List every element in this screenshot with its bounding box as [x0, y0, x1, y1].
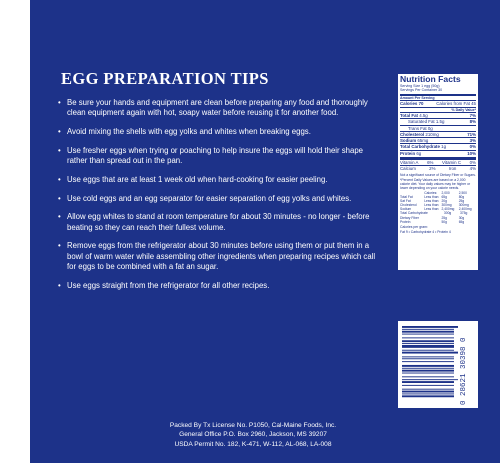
vitamin-row: Calcium 2% Iron 4%: [400, 166, 476, 172]
upc-barcode: [397, 320, 479, 409]
tip-item: • Avoid mixing the shells with egg yolks and whites when breaking eggs.: [58, 127, 311, 136]
nutrient-row: Sodium 65mg 3%: [400, 138, 476, 144]
nutrition-title: Nutrition Facts: [400, 74, 461, 84]
barcode-bar: [402, 370, 454, 372]
bullet-icon: •: [58, 145, 61, 155]
bullet-icon: •: [58, 98, 61, 107]
page-title: EGG PREPARATION TIPS: [61, 69, 269, 88]
barcode-bar: [402, 365, 454, 367]
barcode-bars: [402, 326, 458, 405]
packer-line-3: USDA Permit No. 182, K-471, W-112, AL-068, LA-008: [174, 440, 332, 448]
bullet-icon: •: [58, 280, 61, 290]
barcode-bar: [402, 373, 454, 374]
bullet-icon: •: [58, 241, 61, 251]
nutrition-facts-label: [397, 73, 479, 271]
barcode-number-wrap: [460, 329, 472, 405]
barcode-bar: [402, 379, 458, 380]
barcode-bar: [402, 350, 454, 351]
barcode-bar: [402, 376, 454, 377]
nutrient-row: Trans Fat 0g: [400, 125, 476, 131]
calories-per-gram-values: Fat 9 • Carbohydrate 4 • Protein 4: [400, 229, 451, 234]
bullet-icon: •: [58, 212, 61, 222]
daily-value-table-row: Dietary Fiber 25g 30g: [400, 215, 465, 220]
barcode-bar: [402, 352, 458, 354]
barcode-bar: [402, 391, 454, 393]
nutrient-rows: [400, 112, 476, 156]
nutrient-row: Cholesterol 210mg 71%: [400, 131, 476, 137]
tip-item: • Use eggs straight from the refrigerator for all other recipes.: [58, 280, 270, 290]
tip-item: • Use fresher eggs when trying or poaching to help insure the eggs will hold their shape rather than spread out in the pan.: [58, 145, 364, 165]
packer-line-1: Packed By Tx License No. P1050, Cal-Maine Foods, Inc.: [169, 422, 337, 429]
daily-value-table-row: Calories: 2,000 2,500: [424, 190, 467, 195]
amount-per-serving: Amount Per Serving: [400, 95, 435, 100]
barcode-bar: [402, 329, 454, 330]
barcode-number: 0 28621 30398 0: [460, 337, 468, 405]
daily-value-footnote: *Percent Daily Values are based on a 2,000 calorie diet. Your daily values may be higher or lower depending on your calorie needs.: [400, 177, 471, 190]
bullet-icon: •: [58, 174, 61, 184]
barcode-bar: [402, 358, 454, 359]
daily-value-table-row: Protein 50g 65g: [400, 219, 465, 224]
daily-value-table-row: Total Carbohydrate 300g 375g: [400, 211, 468, 216]
daily-value-header: % Daily Value*: [451, 107, 476, 112]
barcode-bar: [402, 326, 458, 328]
barcode-bar: [402, 381, 454, 383]
packer-line-2: General Office P.O. Box 2960, Jackson, MS 39207: [179, 431, 327, 439]
daily-value-table-row: Sat Fat Less than 20g 25g: [400, 199, 465, 204]
barcode-bar: [402, 361, 454, 362]
barcode-bar: [402, 368, 454, 369]
vitamin-rows: [400, 159, 476, 172]
daily-value-table-row: Sodium Less than 2,400mg 2,400mg: [400, 207, 472, 212]
barcode-bar: [402, 393, 454, 394]
daily-value-table-row: Total Fat Less than 65g 80g: [400, 195, 465, 200]
bullet-icon: •: [58, 127, 61, 136]
barcode-bar: [402, 345, 454, 348]
barcode-bar: [402, 356, 454, 357]
daily-value-table: [400, 191, 476, 224]
nutrient-row: Total Fat 4.5g 7%: [400, 112, 476, 118]
barcode-bar: [402, 395, 454, 397]
barcode-bar: [402, 343, 454, 344]
calories-row: Calories 70 Calories from Fat 45: [400, 101, 476, 107]
servings-per-container: Servings Per Container 30: [400, 88, 443, 93]
nutrient-row: Saturated Fat 1.5g 8%: [400, 118, 476, 124]
bullet-icon: •: [58, 193, 61, 203]
packer-info: [108, 421, 398, 449]
barcode-bar: [402, 340, 454, 342]
tip-item: • Remove eggs from the refrigerator about 30 minutes before using them or put them in a bowl of warm water while assembling other ingredients when preparing recipes which call for eggs to be combined with a fat an sugar.: [58, 241, 376, 271]
serving-size: Serving Size 1 egg (50g): [400, 84, 440, 88]
barcode-bar: [402, 337, 454, 338]
tip-item: • Be sure your hands and equipment are clean before preparing any food and thoroughly clean equipment again with hot, soapy water before reusing it for another food.: [58, 98, 368, 118]
daily-value-table-row: Cholesterol Less than 300mg 300mg: [400, 203, 469, 208]
nutrient-row: Total Carbohydrate 1g 0%: [400, 144, 476, 150]
tip-item: • Allow egg whites to stand at room temperature for about 30 minutes - no longer - before beating so they can reach their fullest volume.: [58, 212, 370, 232]
barcode-bar: [402, 385, 454, 386]
tips-list: [58, 98, 378, 299]
tip-item: • Use eggs that are at least 1 week old when hard-cooking for easier peeling.: [58, 174, 328, 184]
barcode-bar: [402, 334, 454, 335]
barcode-bar: [402, 331, 454, 333]
barcode-bar: [402, 389, 454, 390]
tip-item: • Use cold eggs and an egg separator for easier separation of egg yolks and whites.: [58, 193, 352, 203]
nutrient-row: Protein 6g 10%: [400, 150, 476, 156]
calories-per-gram: Calories per gram:: [400, 224, 428, 229]
vitamin-row: Vitamin A 6% Vitamin C 0%: [400, 160, 476, 165]
not-significant-note: Not a significant source of Dietary Fiber or Sugars.: [400, 172, 476, 177]
